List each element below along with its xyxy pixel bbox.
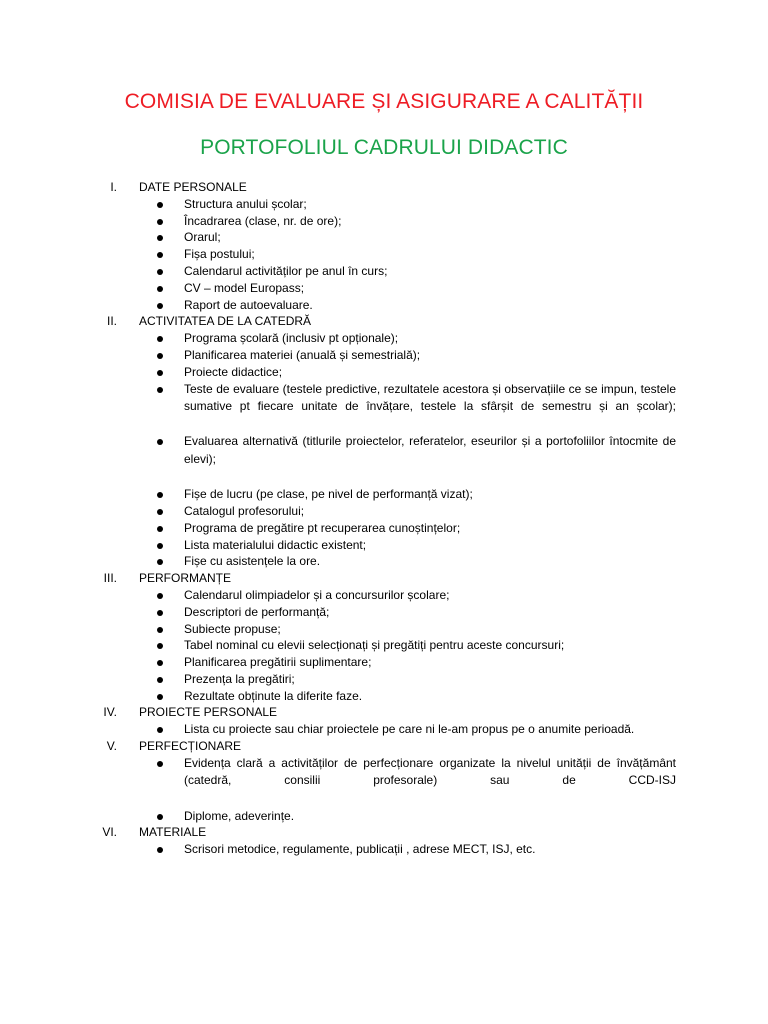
section-items [0,721,768,738]
section-number: II. [106,314,117,329]
section-title: ACTIVITATEA DE LA CATEDRĂ [139,314,312,329]
list-item [0,347,768,364]
section-number: IV. [103,705,117,720]
bullet-icon [157,677,163,683]
list-item-text: Structura anului școlar; [184,196,307,211]
section-heading [0,313,768,330]
list-item [0,330,768,347]
bullet-icon [157,543,163,549]
list-item [0,246,768,263]
section-heading [0,570,768,587]
list-item-text: Încadrarea (clase, nr. de ore); [184,213,342,228]
bullet-icon [157,303,163,309]
list-item-text: Catalogul profesorului; [184,503,305,518]
list-item-text: Evidența clară a activităților de perfecționare organizate la nivelul unității de învățământ (catedră, consilii profesorale) sau de CCD-ISJ [184,755,676,788]
portfolio-outline [0,179,768,858]
list-item-text: Subiecte propuse; [184,621,281,636]
section-items [0,587,768,705]
bullet-icon [157,610,163,616]
list-item [0,263,768,280]
list-item-text: Prezența la pregătiri; [184,671,295,686]
list-item [0,621,768,638]
list-item [0,721,768,738]
list-item-text: Diplome, adeverințe. [184,808,295,823]
list-item [0,486,768,503]
list-item [0,654,768,671]
section-items [0,196,768,314]
section-title: PERFECȚIONARE [139,739,242,754]
list-item [0,604,768,621]
outline-section [0,704,768,738]
bullet-icon [157,439,163,445]
list-item [0,688,768,705]
list-item [0,297,768,314]
list-item-text: Tabel nominal cu elevii selecționați și pregătiți pentru aceste concursuri; [184,638,565,653]
list-item-text: Scrisori metodice, regulamente, publicații , adrese MECT, ISJ, etc. [184,842,536,857]
list-item-text: Teste de evaluare (testele predictive, rezultatele acestora și observațiile ce se impun, testele sumative pt fiecare unitate de învățare, testele la sfârșit de semestru și an școlar); [184,381,676,414]
page-subtitle: PORTOFOLIUL CADRULUI DIDACTIC [200,136,568,159]
list-item [0,671,768,688]
list-item-text: Lista cu proiecte sau chiar proiectele pe care ni le-am propus pe o anumite perioadă. [184,722,635,737]
list-item [0,503,768,520]
list-item-text: Orarul; [184,230,221,245]
list-item [0,808,768,825]
list-item [0,364,768,381]
list-item-text: Fișe de lucru (pe clase, pe nivel de performanță vizat); [184,487,473,502]
bullet-icon [157,593,163,599]
list-item-text: CV – model Europass; [184,280,305,295]
section-number: III. [103,571,117,586]
section-heading [0,738,768,755]
section-title: MATERIALE [139,825,207,840]
bullet-icon [157,761,163,767]
list-item [0,213,768,230]
section-heading [0,179,768,196]
list-item [0,537,768,554]
list-item-text: Fișa postului; [184,247,255,262]
list-item-text: Programa de pregătire pt recuperarea cunoștințelor; [184,520,461,535]
outline-section [0,738,768,824]
list-item [0,553,768,570]
list-item-text: Rezultate obținute la diferite faze. [184,688,363,703]
bullet-icon [157,814,163,820]
list-item [0,280,768,297]
bullet-icon [157,526,163,532]
list-item [0,841,768,858]
bullet-icon [157,509,163,515]
bullet-icon [157,727,163,733]
section-items [0,841,768,858]
outline-section [0,179,768,313]
bullet-icon [157,847,163,853]
list-item-text: Proiecte didactice; [184,364,283,379]
list-item [0,755,768,808]
list-item [0,196,768,213]
list-item-text: Evaluarea alternativă (titlurile proiectelor, referatelor, eseurilor și a portofoliilor întocmite de elevi); [184,434,676,466]
bullet-icon [157,219,163,225]
list-item [0,520,768,537]
section-number: VI. [102,825,117,840]
section-items [0,755,768,825]
bullet-icon [157,286,163,292]
bullet-icon [157,353,163,359]
list-item-text: Descriptori de performanță; [184,604,330,619]
bullet-icon [157,492,163,498]
bullet-icon [157,370,163,376]
list-item-text: Raport de autoevaluare. [184,297,313,312]
list-item [0,587,768,604]
bullet-icon [157,643,163,649]
list-item-text: Fișe cu asistențele la ore. [184,554,321,569]
bullet-icon [157,235,163,241]
list-item [0,381,768,434]
section-number: V. [106,739,117,754]
outline-section [0,570,768,704]
list-item-text: Calendarul activităților pe anul în curs; [184,263,388,278]
list-item [0,433,768,486]
section-title: DATE PERSONALE [139,180,247,194]
list-item-text: Calendarul olimpiadelor și a concursurilor școlare; [184,587,450,602]
list-item-text: Lista materialului didactic existent; [184,537,367,552]
section-heading [0,824,768,841]
bullet-icon [157,387,163,393]
bullet-icon [157,252,163,258]
section-number: I. [110,180,117,194]
section-title: PERFORMANȚE [139,571,232,586]
list-item-text: Planificarea materiei (anuală și semestrială); [184,347,421,362]
section-heading [0,704,768,721]
outline-section [0,313,768,570]
bullet-icon [157,269,163,275]
section-items [0,330,768,570]
list-item [0,229,768,246]
outline-section [0,824,768,858]
bullet-icon [157,202,163,208]
bullet-icon [157,627,163,633]
bullet-icon [157,660,163,666]
bullet-icon [157,694,163,700]
list-item-text: Planificarea pregătirii suplimentare; [184,655,372,670]
list-item [0,637,768,654]
bullet-icon [157,336,163,342]
list-item-text: Programa școlară (inclusiv pt opționale); [184,331,399,346]
section-title: PROIECTE PERSONALE [139,705,278,720]
page-title: COMISIA DE EVALUARE ȘI ASIGURARE A CALITĂȚII [124,90,644,113]
bullet-icon [157,559,163,565]
